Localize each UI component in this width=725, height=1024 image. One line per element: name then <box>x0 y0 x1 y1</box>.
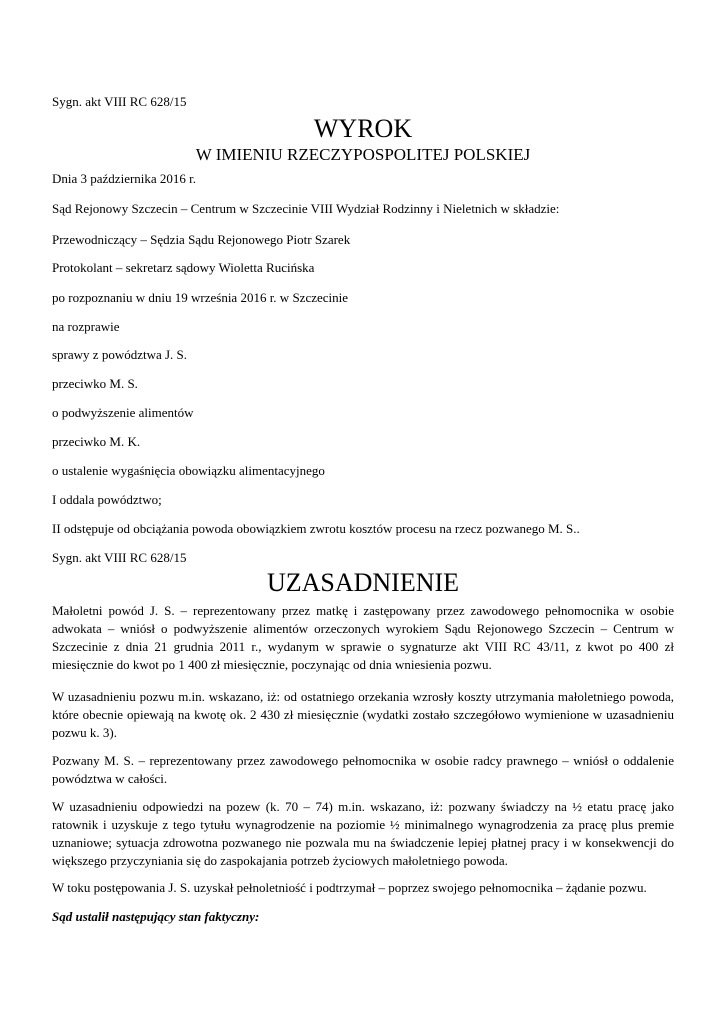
justification-paragraph-2: W uzasadnieniu pozwu m.in. wskazano, iż: od ostatniego orzekania wzrosły koszty utrzymania małoletniego powoda, które obecnie opiewają na kwotę ok. 2 430 zł miesięcznie (wydatki zostało szczegółowo wymienione w uzasadnieniu pozwu k. 3). <box>52 689 674 740</box>
justification-paragraph-3: Pozwany M. S. – reprezentowany przez zawodowego pełnomocnika w osobie radcy prawnego – wniósł o oddalenie powództwa w całości. <box>52 753 674 786</box>
case-number-justification: Sygn. akt VIII RC 628/15 <box>52 550 187 565</box>
justification-title: UZASADNIENIE <box>266 568 460 597</box>
justification-paragraph-4: W uzasadnieniu odpowiedzi na pozew (k. 70 – 74) m.in. wskazano, iż: pozwany świadczy na ½ etatu pracę jako ratownik i uzyskuje z tego tytułu wynagrodzenie na poziomie ½ minimalnego wynagrodzenia za pracę plus premie uznaniowe; sytuacja zdrowotna pozwanego nie pozwala mu na świadczenie lepiej płatnej pracy i w konsekwencji do większego przyczyniania się do zaspokajania potrzeb życiowych małoletniego powoda. <box>52 799 674 868</box>
verdict-point-2: II odstępuje od obciążania powoda obowiązkiem zwrotu kosztów procesu na rzecz pozwanego M. S.. <box>52 521 580 536</box>
verdict-subtitle: W IMIENIU RZECZYPOSPOLITEJ POLSKIEJ <box>195 145 531 164</box>
court-clerk: Protokolant – sekretarz sądowy Wioletta Rucińska <box>52 260 315 275</box>
justification-paragraph-1: Małoletni powód J. S. – reprezentowany przez matkę i zastępowany przez zawodowego pełnomocnika w osobie adwokata – wniósł o podwyższenie alimentów orzeczonych wyrokiem Sądu Rejonowego Szczecin – Centrum w Szczecinie z dnia 21 grudnia 2011 r., wydanym w sprawie o sygnaturze akt VIII RC 43/11, z kwot po 400 zł miesięcznie do kwot po 1 400 zł miesięcznie, poczynając od dnia wniesienia pozwu. <box>52 603 674 672</box>
case-number-top: Sygn. akt VIII RC 628/15 <box>52 94 187 109</box>
court-composition: Sąd Rejonowy Szczecin – Centrum w Szczecinie VIII Wydział Rodzinny i Nieletnich w składzie: <box>52 201 560 216</box>
verdict-point-1: I oddala powództwo; <box>52 492 162 507</box>
hearing-info: po rozpoznaniu w dniu 19 września 2016 r. w Szczecinie <box>52 290 349 305</box>
claim-subject-1: o podwyższenie alimentów <box>52 405 194 420</box>
defendant-line-1: przeciwko M. S. <box>52 376 138 391</box>
defendant-line-2: przeciwko M. K. <box>52 434 141 449</box>
verdict-title: WYROK <box>313 114 413 143</box>
justification-paragraph-5: W toku postępowania J. S. uzyskał pełnoletniość i podtrzymał – poprzez swojego pełnomocnika – żądanie pozwu. <box>52 880 647 895</box>
verdict-date: Dnia 3 października 2016 r. <box>52 171 197 186</box>
presiding-judge: Przewodniczący – Sędzia Sądu Rejonowego Piotr Szarek <box>52 232 351 247</box>
plaintiff-line: sprawy z powództwa J. S. <box>52 347 188 362</box>
claim-subject-2: o ustalenie wygaśnięcia obowiązku alimentacyjnego <box>52 463 325 478</box>
session-type: na rozprawie <box>52 319 120 334</box>
facts-heading: Sąd ustalił następujący stan faktyczny: <box>52 909 260 924</box>
